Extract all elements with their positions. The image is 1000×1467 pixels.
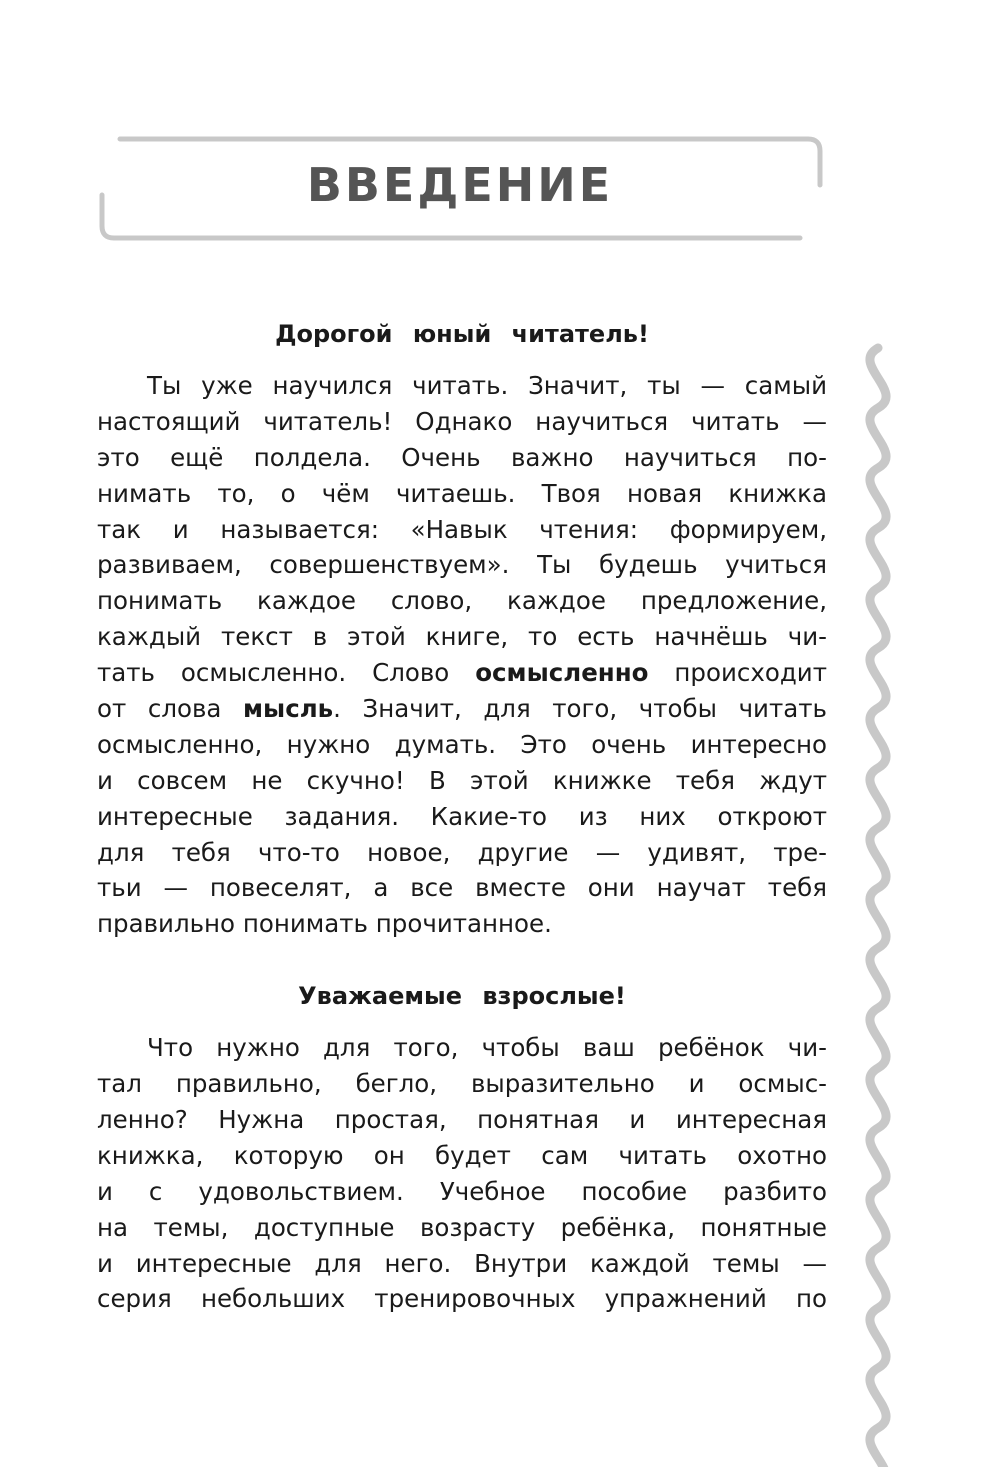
text-line: серия небольших тренировочных упражнений по [97, 1284, 827, 1314]
text-line: книжка, которую он будет сам читать охотно [97, 1140, 827, 1170]
text-line: осмысленно, нужно думать. Это очень интересно [97, 729, 827, 759]
wavy-border-icon [848, 340, 908, 1467]
text-line: и интересные для него. Внутри каждой темы — [97, 1248, 827, 1278]
text-line: Что нужно для того, чтобы ваш ребёнок чи- [147, 1033, 827, 1063]
text-line: это ещё полдела. Очень важно научиться по- [97, 442, 827, 472]
text-segment: происходит [648, 658, 827, 688]
text-segment: тать осмысленно. Слово [97, 658, 476, 688]
text-segment: . Значит, для того, чтобы читать [333, 694, 827, 724]
text-line: тал правильно, бегло, выразительно и осмыс- [97, 1069, 827, 1099]
text-segment: от слова [97, 694, 244, 724]
text-line [97, 691, 827, 727]
text-line: интересные задания. Какие-то из них откроют [97, 801, 827, 831]
text-line: настоящий читатель! Однако научиться читать — [97, 406, 827, 436]
bold-word: осмысленно [475, 658, 649, 688]
adult-paragraph [97, 1030, 827, 1317]
text-line: правильно понимать прочитанное. [97, 909, 552, 939]
child-heading: Дорогой юный читатель! [275, 320, 649, 348]
text-line: и совсем не скучно! В этой книжке тебя ждут [97, 765, 827, 795]
adult-heading: Уважаемые взрослые! [298, 982, 626, 1011]
text-line [97, 655, 827, 691]
text-line: понимать каждое слово, каждое предложение, [97, 586, 827, 616]
child-paragraph [97, 368, 827, 942]
section-title: ВВЕДЕНИЕ [306, 158, 614, 212]
text-line: каждый текст в этой книге, то есть начнёшь чи- [97, 622, 827, 652]
text-line: развиваем, совершенствуем». Ты будешь учиться [97, 550, 827, 580]
text-line: ленно? Нужна простая, понятная и интересная [97, 1105, 827, 1135]
text-line: для тебя что-то новое, другие — удивят, тре- [97, 837, 827, 867]
text-line: так и называется: «Навык чтения: формируем, [97, 514, 827, 544]
bold-word: мысль [243, 694, 334, 724]
page-content [97, 310, 827, 1317]
text-line: тьи — повеселят, а все вместе они научат тебя [97, 873, 827, 903]
text-line: нимать то, о чём читаешь. Твоя новая книжка [97, 478, 827, 508]
text-line: и с удовольствием. Учебное пособие разбито [97, 1176, 827, 1206]
text-line: на темы, доступные возрасту ребёнка, понятные [97, 1212, 827, 1242]
text-line: Ты уже научился читать. Значит, ты — самый [147, 371, 827, 400]
title-frame [0, 0, 1000, 260]
